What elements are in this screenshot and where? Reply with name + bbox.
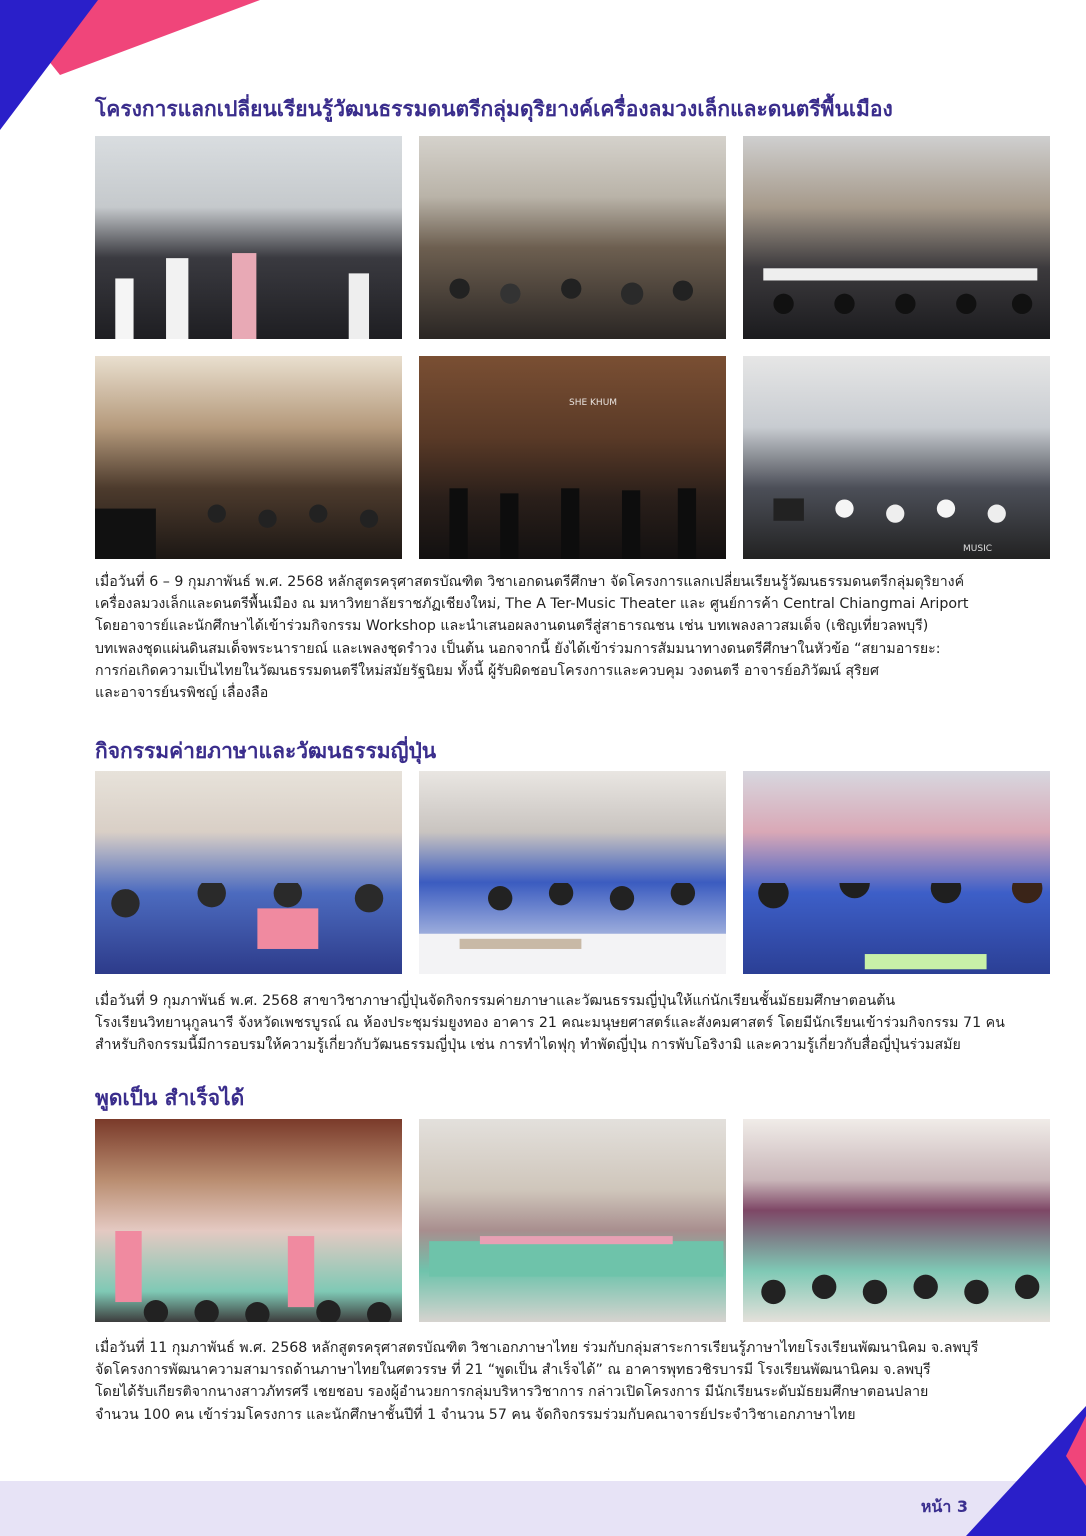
photo-row-music-1 [95,136,1050,339]
section-paragraph-japanese-camp [95,990,1050,1057]
photo-speaking-hall-crowd [419,1119,726,1322]
section-title-japanese-camp: กิจกรรมค่ายภาษาและวัฒนธรรมญี่ปุ่น [95,739,437,763]
photo-row-music-2 [95,356,1050,559]
section-title-music-exchange: โครงการแลกเปลี่ยนเรียนรู้วัฒนธรรมดนตรีกลุ่มดุริยางค์เครื่องลมวงเล็กและดนตรีพื้นเมือง [95,97,893,121]
paragraph-line: โดยได้รับเกียรติจากนางสาวภัทรศรี เชยชอบ รองผู้อำนวยการกลุ่มบริหารวิชาการ กล่าวเปิดโครงการ มีนักเรียนระดับมัธยมศึกษาตอนปลาย [95,1384,929,1401]
photo-camp-students-group [95,771,402,974]
paragraph-line: เมื่อวันที่ 11 กุมภาพันธ์ พ.ศ. 2568 หลักสูตรครุศาสตรบัณฑิต วิชาเอกภาษาไทย ร่วมกับกลุ่มสาระการเรียนรู้ภาษาไทยโรงเรียนพัฒนานิคม จ.ลพบุรี [95,1340,979,1356]
photo-music-rehearsal-room [743,356,1050,559]
section-paragraph-music-exchange [95,571,1050,704]
photo-row-speaking [95,1119,1050,1322]
photo-speaking-presenters [95,1119,402,1322]
photo-music-performance-singers [95,136,402,339]
photo-music-mall-band [743,136,1050,339]
paragraph-line: เมื่อวันที่ 9 กุมภาพันธ์ พ.ศ. 2568 สาขาวิชาภาษาญี่ปุ่นจัดกิจกรรมค่ายภาษาและวัฒนธรรมญี่ปุ่นให้แก่นักเรียนชั้นมัธยมศึกษาตอนต้น [95,993,896,1009]
paragraph-line: การก่อเกิดความเป็นไทยในวัฒนธรรมดนตรีใหม่สมัยรัฐนิยม ทั้งนี้ ผู้รับผิดชอบโครงการและควบคุม วงดนตรี อาจารย์อภิวัฒน์ สุริยศ [95,662,879,679]
paragraph-line: และอาจารย์นรพิชญ์ เลื่องลือ [95,685,269,702]
paragraph-line: สำหรับกิจกรรมนี้มีการอบรมให้ความรู้เกี่ยวกับวัฒนธรรมญี่ปุ่น เช่น การทำไดฟุกุ ทำพัดญี่ปุ่น การพับโอริงามิ และความรู้เกี่ยวกับสื่อญี่ปุ่นร่วมสมัย [95,1037,961,1054]
paragraph-line: เครื่องลมวงเล็กและดนตรีพื้นเมือง ณ มหาวิทยาลัยราชภัฏเชียงใหม่, The A Ter-Music Theater และ ศูนย์การค้า Central Chiangmai Ariport [95,596,969,613]
photo-shirt-label: MUSIC [963,544,993,554]
section-title-speaking-success: พูดเป็น สำเร็จได้ [95,1086,245,1110]
paragraph-line: จำนวน 100 คน เข้าร่วมโครงการ และนักศึกษาชั้นปีที่ 1 จำนวน 57 คน จัดกิจกรรมร่วมกับคณาจารย์ประจำวิชาเอกภาษาไทย [95,1406,856,1423]
paragraph-line: เมื่อวันที่ 6 – 9 กุมภาพันธ์ พ.ศ. 2568 หลักสูตรครุศาสตรบัณฑิต วิชาเอกดนตรีศึกษา จัดโครงการแลกเปลี่ยนเรียนรู้วัฒนธรรมดนตรีกลุ่มดุริยางค์ [95,574,965,590]
paragraph-line: โรงเรียนวิทยานุกูลนารี จังหวัดเพชรบูรณ์ ณ ห้องประชุมร่มยูงทอง อาคาร 21 คณะมนุษยศาสตร์และสังคมศาสตร์ โดยมีนักเรียนเข้าร่วมกิจกรรม 71 คน [95,1015,1005,1032]
paragraph-line: บทเพลงชุดแผ่นดินสมเด็จพระนารายณ์ และเพลงชุดรำวง เป็นต้น นอกจากนี้ ยังได้เข้าร่วมการสัมมนาทางดนตรีศึกษาในหัวข้อ “สยามอารยะ: [95,640,941,657]
paragraph-line: โดยอาจารย์และนักศึกษาได้เข้าร่วมกิจกรรม Workshop และนำเสนอผลงานดนตรีสู่สาธารณชน เช่น บทเพลงลาวสมเด็จ (เชิญเที่ยวลพบุรี) [95,618,929,635]
section-paragraph-speaking-success [95,1337,1050,1426]
paragraph-line: จัดโครงการพัฒนาความสามารถด้านภาษาไทยในศตวรรษ ที่ 21 “พูดเป็น สำเร็จได้” ณ อาคารพุทธวชิรบารมี โรงเรียนพัฒนานิคม จ.ลพบุรี [95,1362,931,1379]
page-number: หน้า 3 [920,1497,968,1516]
photo-row-japanese-camp [95,771,1050,974]
photo-camp-writing [743,771,1050,974]
photo-sign-label: SHE KHUM [569,398,618,408]
photo-camp-table-activity [419,771,726,974]
photo-music-mall-audience [419,136,726,339]
photo-music-theater-hall [95,356,402,559]
photo-music-theater-stage [419,356,726,559]
photo-speaking-stage-students [743,1119,1050,1322]
